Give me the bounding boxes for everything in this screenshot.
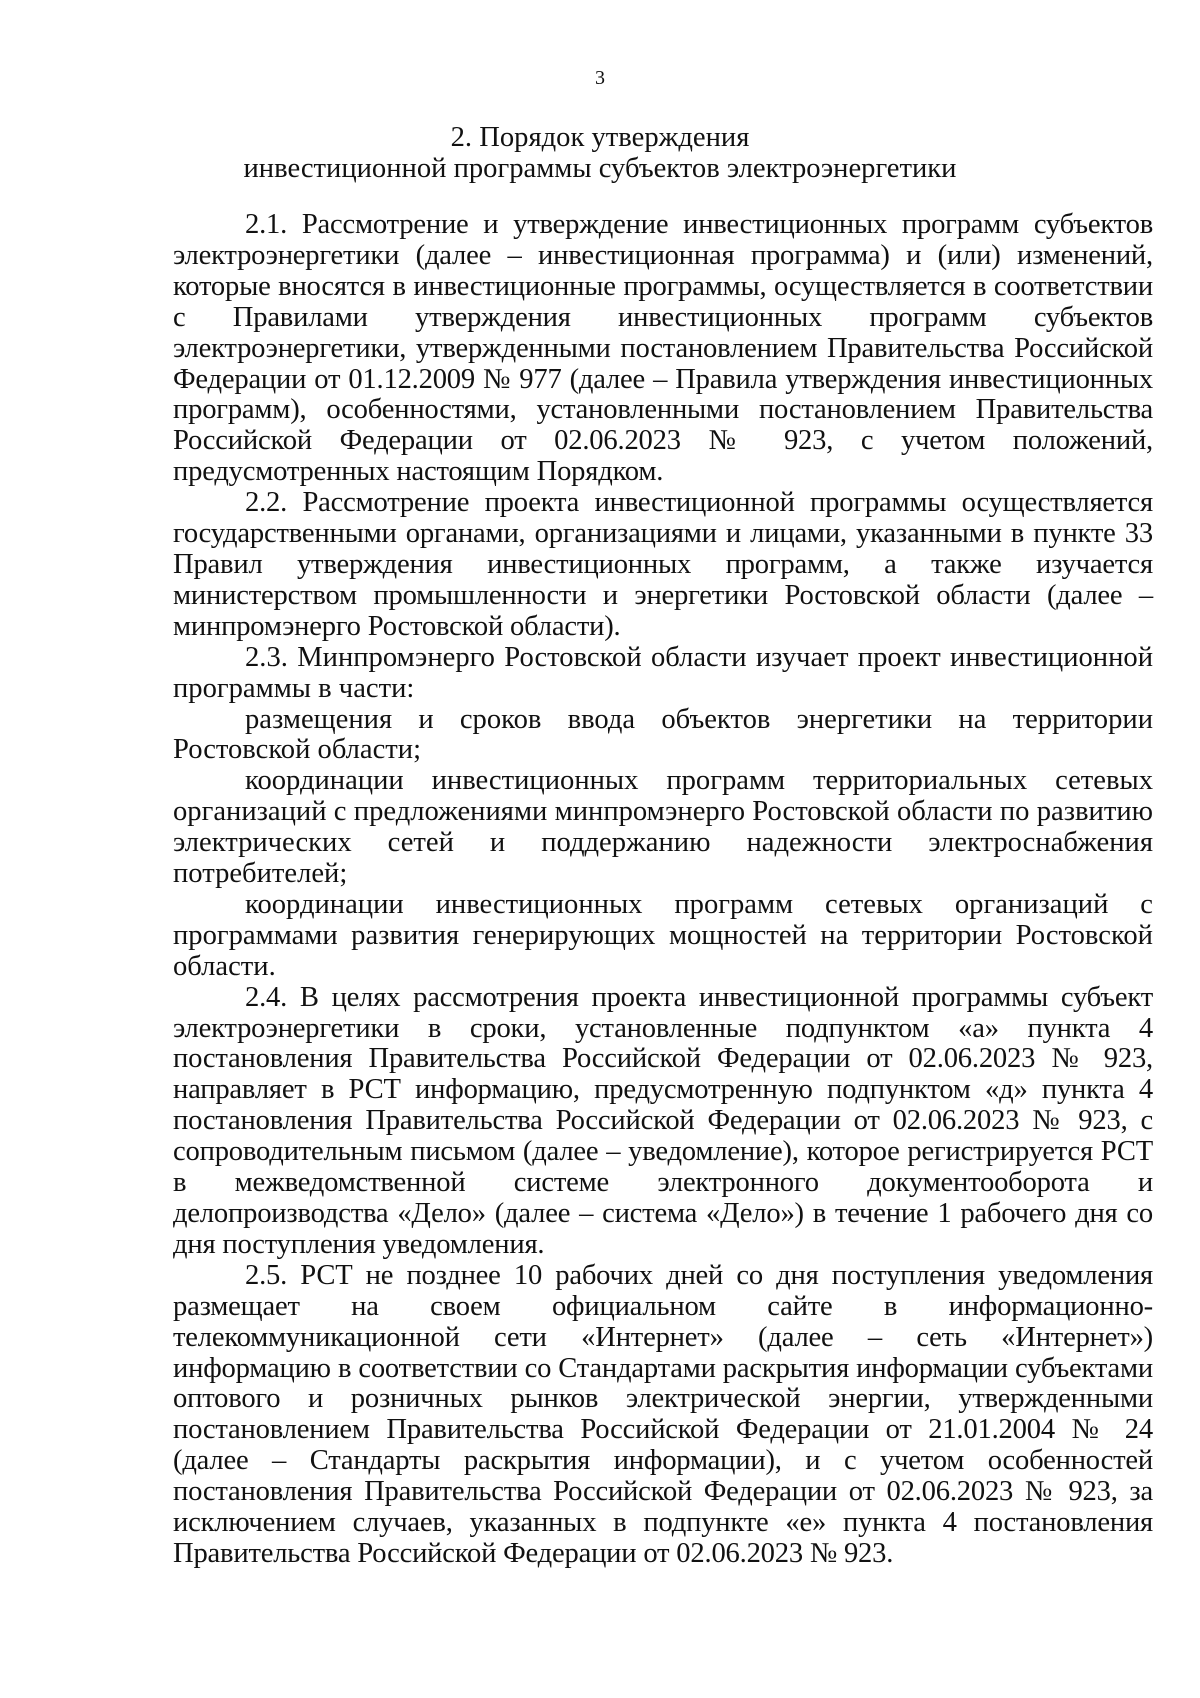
paragraph-2-2: 2.2. Рассмотрение проекта инвестиционной программы осуществляется государственными органами, организациями и лицами, указанными в пункте 33 Правил утверждения инвестиционных программ, а также изучается министерством промышленности и энергетики Ростовской области (далее – минпромэнерго Ростовской области). [173, 487, 1153, 642]
paragraph-2-5: 2.5. РСТ не позднее 10 рабочих дней со дня поступления уведомления размещает на своем официальном сайте в информационно-телекоммуникационной сети «Интернет» (далее – сеть «Интернет») информацию в соответствии со Стандартами раскрытия информации субъектами оптового и розничных рынков электрической энергии, утвержденными постановлением Правительства Российской Федерации от 21.01.2004 № 24 (далее – Стандарты раскрытия информации), и с учетом особенностей постановления Правительства Российской Федерации от 02.06.2023 № 923, за исключением случаев, указанных в подпункте «е» пункта 4 постановления Правительства Российской Федерации от 02.06.2023 № 923. [173, 1259, 1153, 1569]
section-title-line-2: инвестиционной программы субъектов электроэнергетики [243, 153, 957, 184]
section-title [150, 122, 1050, 184]
list-item-placement: размещения и сроков ввода объектов энергетики на территории Ростовской области; [173, 703, 1153, 766]
paragraph-2-4: 2.4. В целях рассмотрения проекта инвестиционной программы субъект электроэнергетики в сроки, установленные подпунктом «а» пункта 4 постановления Правительства Российской Федерации от 02.06.2023 № 923, направляет в РСТ информацию, предусмотренную подпунктом «д» пункта 4 постановления Правительства Российской Федерации от 02.06.2023 № 923, с сопроводительным письмом (далее – уведомление), которое регистрируется РСТ в межведомственной системе электронного документооборота и делопроизводства «Дело» (далее – система «Дело») в течение 1 рабочего дня со дня поступления уведомления. [173, 981, 1153, 1260]
paragraph-2-3: 2.3. Минпромэнерго Ростовской области изучает проект инвестиционной программы в части: [173, 641, 1153, 704]
list-item-generation-coordination: координации инвестиционных программ сетевых организаций с программами развития генерирующих мощностей на территории Ростовской области. [173, 888, 1153, 982]
page-number: 3 [595, 67, 605, 89]
list-item-territorial-coordination: координации инвестиционных программ территориальных сетевых организаций с предложениями минпромэнерго Ростовской области по развитию электрических сетей и поддержанию надежности электроснабжения потребителей; [173, 765, 1153, 890]
section-title-line-1: 2. Порядок утверждения [450, 122, 750, 153]
document-body [173, 210, 1153, 1570]
paragraph-2-1: 2.1. Рассмотрение и утверждение инвестиционных программ субъектов электроэнергетики (далее – инвестиционная программа) и (или) изменений, которые вносятся в инвестиционные программы, осуществляется в соответствии с Правилами утверждения инвестиционных программ субъектов электроэнергетики, утвержденными постановлением Правительства Российской Федерации от 01.12.2009 № 977 (далее – Правила утверждения инвестиционных программ), особенностями, установленными постановлением Правительства Российской Федерации от 02.06.2023 № 923, с учетом положений, предусмотренных настоящим Порядком. [173, 209, 1153, 488]
